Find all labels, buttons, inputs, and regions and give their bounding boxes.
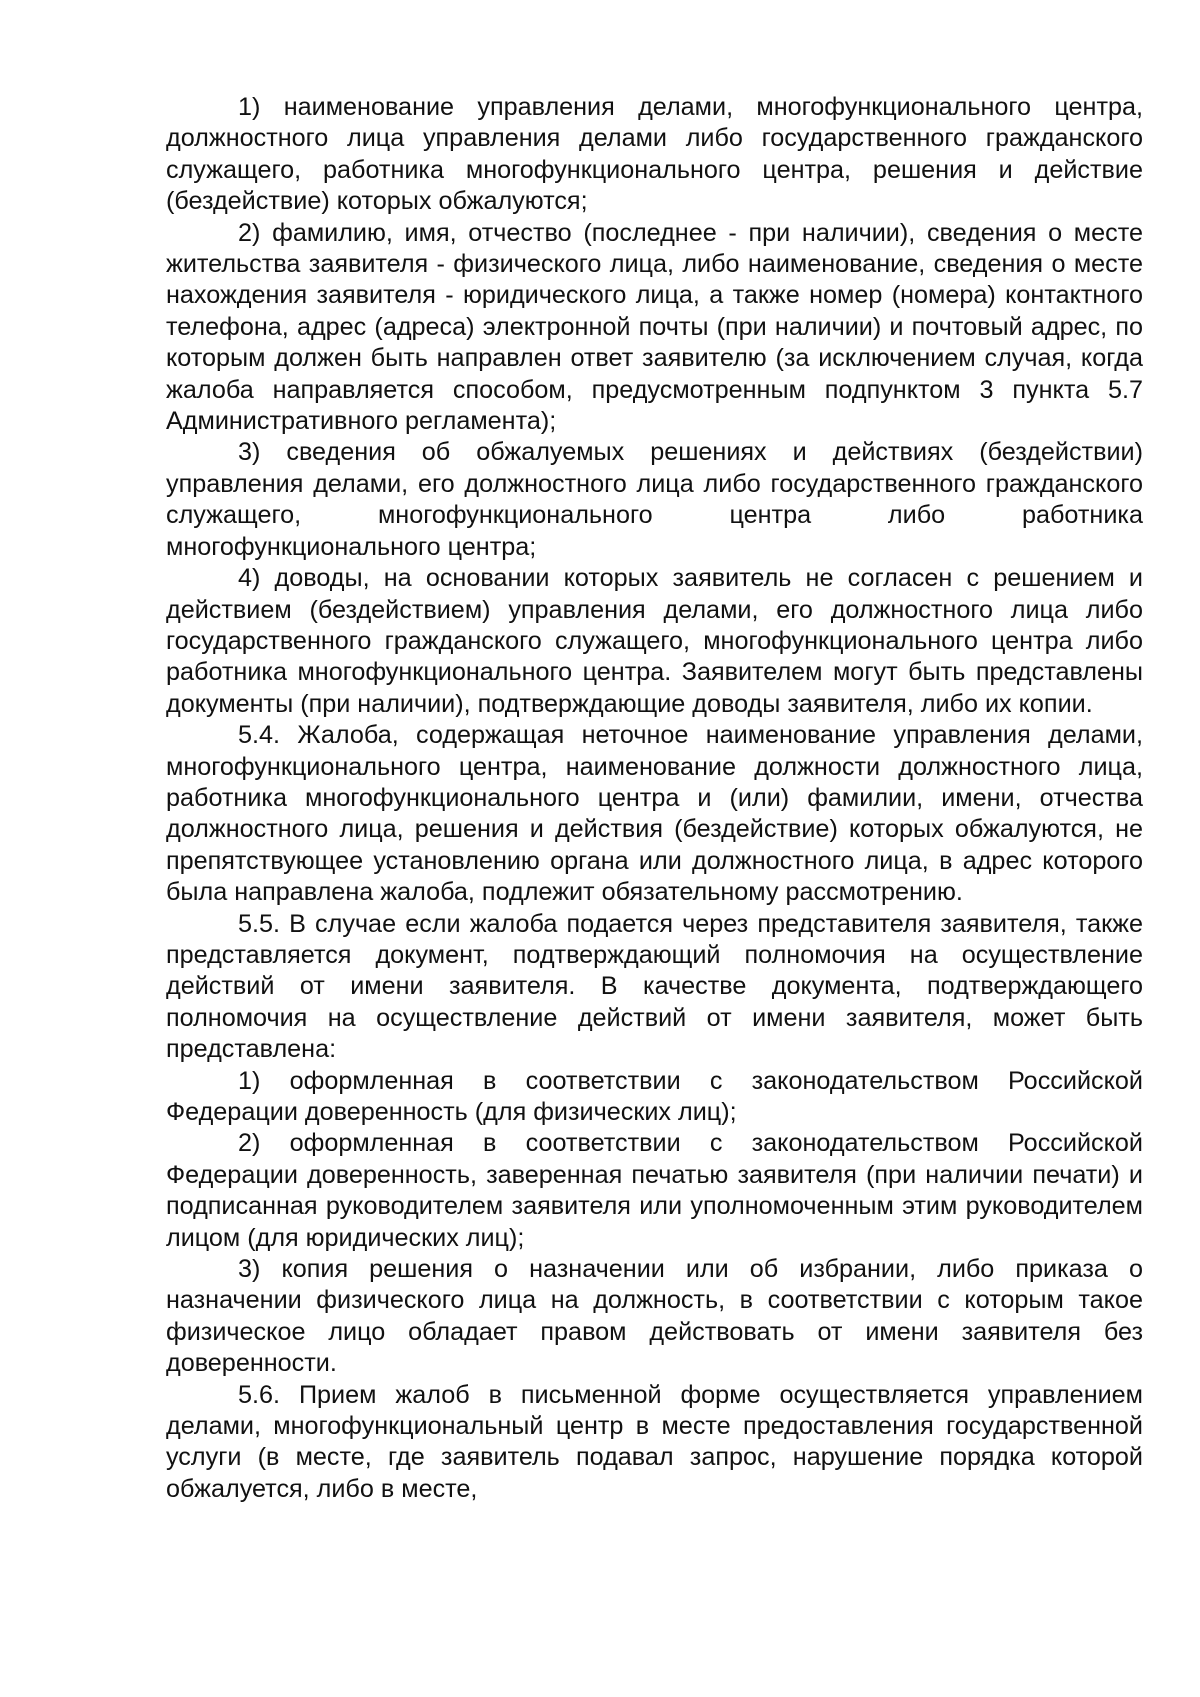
paragraph-5-5-item-3: 3) копия решения о назначении или об избрании, либо приказа о назначении физического лица на должность, в соответствии с которым такое физическое лицо обладает правом действовать от имени заявителя без доверенности. [166,1255,1143,1378]
paragraph-5-5-item-2: 2) оформленная в соответствии с законодательством Российской Федерации доверенность, заверенная печатью заявителя (при наличии печати) и подписанная руководителем заявителя или уполномоченным этим руководителем лицом (для юридических лиц); [166,1129,1143,1252]
paragraph-5-5-item-1: 1) оформленная в соответствии с законодательством Российской Федерации доверенность (для физических лиц); [166,1066,1143,1126]
paragraph-5-5: 5.5. В случае если жалоба подается через представителя заявителя, также представляется документ, подтверждающий полномочия на осуществление действий от имени заявителя. В качестве документа, подтверждающего полномочия на осуществление действий от имени заявителя, может быть представлена: [166,909,1143,1064]
document-body [166,92,1143,1505]
paragraph-item-3: 3) сведения об обжалуемых решениях и действиях (бездействии) управления делами, его должностного лица либо государственного гражданского служащего, многофункционального центра либо работника многофункционального центра; [166,438,1143,561]
paragraph-item-4: 4) доводы, на основании которых заявитель не согласен с решением и действием (бездействием) управления делами, его должностного лица либо государственного гражданского служащего, многофункционального центра либо работника многофункционального центра. Заявителем могут быть представлены документы (при наличии), подтверждающие доводы заявителя, либо их копии. [166,564,1143,718]
paragraph-item-2: 2) фамилию, имя, отчество (последнее - при наличии), сведения о месте жительства заявителя - физического лица, либо наименование, сведения о месте нахождения заявителя - юридического лица, а также номер (номера) контактного телефона, адрес (адреса) электронной почты (при наличии) и почтовый адрес, по которым должен быть направлен ответ заявителю (за исключением случая, когда жалоба направляется способом, предусмотренным подпунктом 3 пункта 5.7 Административного регламента); [166,218,1143,436]
paragraph-item-1: 1) наименование управления делами, многофункционального центра, должностного лица управления делами либо государственного гражданского служащего, работника многофункционального центра, решения и действие (бездействие) которых обжалуются; [166,93,1143,216]
paragraph-5-4: 5.4. Жалоба, содержащая неточное наименование управления делами, многофункционального центра, наименование должности должностного лица, работника многофункционального центра и (или) фамилии, имени, отчества должностного лица, решения и действия (бездействие) которых обжалуются, не препятствующее установлению органа или должностного лица, в адрес которого была направлена жалоба, подлежит обязательному рассмотрению. [166,721,1143,907]
paragraph-5-6: 5.6. Прием жалоб в письменной форме осуществляется управлением делами, многофункциональный центр в месте предоставления государственной услуги (в месте, где заявитель подавал запрос, нарушение порядка которой обжалуется, либо в месте, [166,1380,1143,1503]
